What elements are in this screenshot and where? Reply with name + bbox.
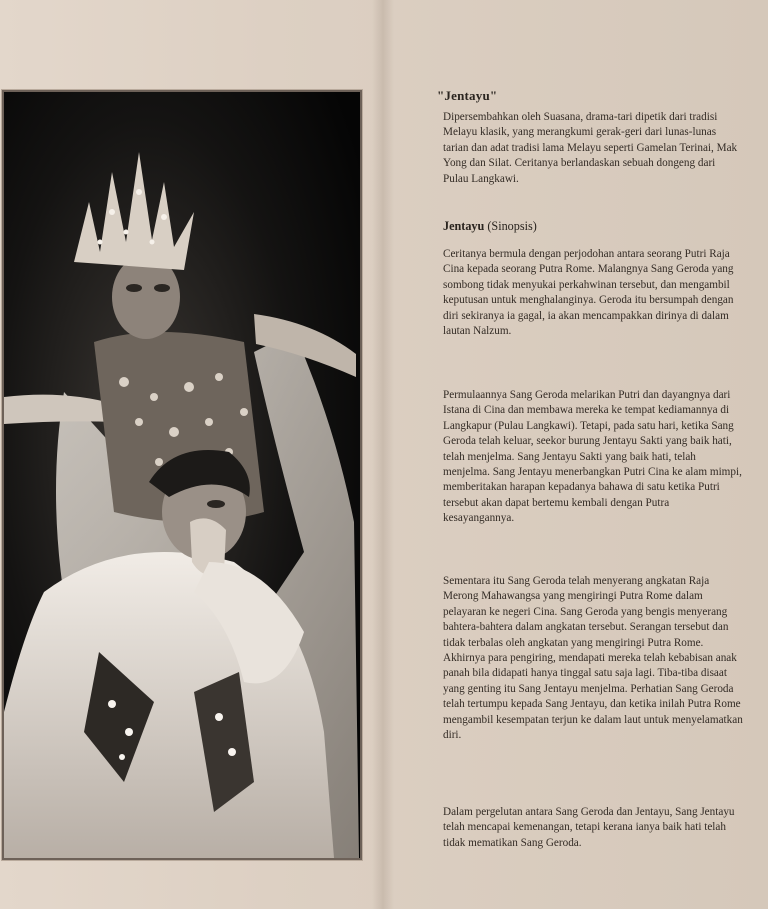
performance-photo (2, 90, 362, 860)
synopsis-note: (Sinopsis) (487, 219, 537, 233)
synopsis-heading (443, 219, 743, 234)
article-title: "Jentayu" (437, 88, 498, 103)
synopsis-paragraph-3: Sementara itu Sang Geroda telah menyerang angkatan Raja Merong Mahawangsa yang mengiringi Putra Rome dalam pelayaran ke negeri Cina. Sang Geroda yang bengis menyerang bahtera-bahtera dalam angkatan tersebut. Serangan tersebut dan tidak terbalas oleh angkatan yang mengiringi Putra Rome. Akhirnya para pengiring, mendapati mereka telah kebabisan anak panah bila didapati hanya tinggal satu saja lagi. Tiba-tiba disaat yang genting itu Sang Jentayu menjelma. Perhatian Sang Geroda telah tertumpu kepada Sang Jentayu, dan ketika inilah Putra Rome mengambil kesempatan terjun ke dalam laut untuk menyelamatkan diri. (443, 575, 743, 742)
synopsis-title: Jentayu (443, 219, 485, 233)
page-fold-shadow (372, 0, 394, 909)
synopsis-paragraph-1: Ceritanya bermula dengan perjodohan antara seorang Putri Raja Cina kepada seorang Putra Rome. Malangnya Sang Geroda yang sombong tidak menyukai perkahwinan tersebut, dan mengambil keputusan untuk menghalanginya. Geroda itu bersumpah dengan diri sekiranya ia gagal, ia akan mencampakkan dirinya di dalam lautan Nalzum. (443, 248, 734, 338)
intro-paragraph: Dipersembahkan oleh Suasana, drama-tari dipetik dari tradisi Melayu klasik, yang merangkumi gerak-geri dari lunas-lunas tarian dan adat tradisi lama Melayu seperti Gamelan Terinai, Mak Yong dan Silat. Ceritanya berlandaskan sebuah dongeng dari Pulau Langkawi. (443, 111, 738, 185)
synopsis-paragraph-4: Dalam pergelutan antara Sang Geroda dan Jentayu, Sang Jentayu telah mencapai kemenangan, tetapi kerana ianya baik hati telah tidak mematikan Sang Geroda. (443, 806, 735, 849)
synopsis-paragraph-2: Permulaannya Sang Geroda melarikan Putri dan dayangnya dari Istana di Cina dan membawa mereka ke tempat kediamannya di Langkapur (Pulau Langkawi). Tetapi, pada satu hari, ketika Sang Geroda telah keluar, seekor burung Jentayu Sakti yang baik hati, telah menjelma. Sang Jentayu Sakti yang baik hati, telah menjelma. Sang Jentayu menerbangkan Putri Cina ke alam mimpi, memberitakan harapan kepadanya bahawa di satu ketika Putri tersebut akan dapat bertemu kembali dengan Putra kesayangannya. (443, 389, 742, 525)
dancers-photo-illustration (4, 92, 360, 858)
